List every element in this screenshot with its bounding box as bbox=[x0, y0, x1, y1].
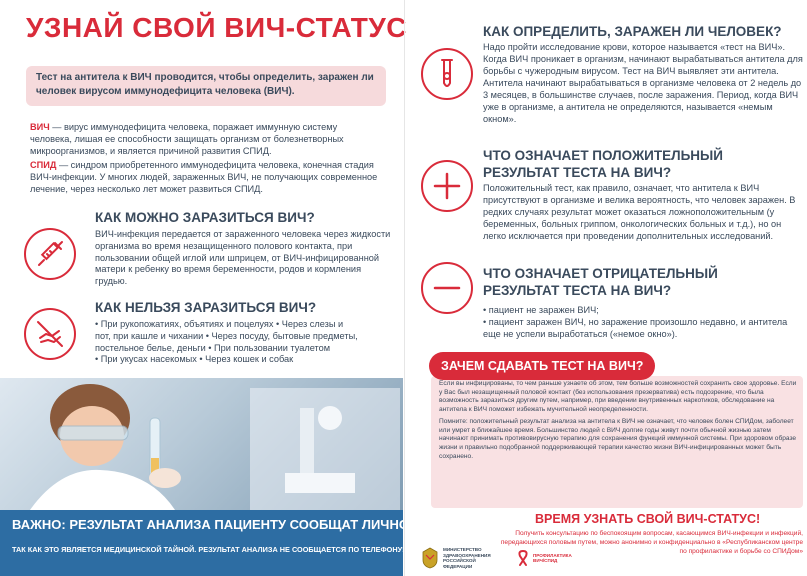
hiv-definition bbox=[30, 122, 380, 158]
test-tube-icon bbox=[421, 48, 473, 100]
aids-term: СПИД bbox=[30, 160, 57, 170]
cannot-line: • При укусах насекомых • Через кошек и собак bbox=[95, 354, 294, 365]
no-contact-icon bbox=[24, 308, 76, 360]
determine-title: КАК ОПРЕДЕЛИТЬ, ЗАРАЖЕН ЛИ ЧЕЛОВЕК? bbox=[483, 24, 782, 39]
negative-line: • пациент заражен ВИЧ, но заражение произошло недавно, и антитела еще не успели выработаться («немое окно»). bbox=[483, 316, 788, 339]
minus-icon bbox=[421, 262, 473, 314]
right-page bbox=[404, 0, 807, 576]
consult-line: Получить консультацию по беспокоящим вопросам, касающимся ВИЧ-инфекции и инфекций, bbox=[515, 530, 803, 537]
why-paragraph: Если вы инфицированы, то чем раньше узнаете об этом, тем больше возможностей сохранить свое здоровье. Если у Вас был незащищенный половой контакт (без использования презерватива) есть подозрение, что была возможность заразиться другим путем, например, при введении внутривенных наркотиков, обследование на антитела к ВИЧ поможет избежать мучительной неопределенности. bbox=[439, 380, 797, 413]
negative-line: • пациент не заражен ВИЧ; bbox=[483, 305, 599, 315]
consult-line: по профилактике и борьбе со СПИДом» bbox=[679, 547, 803, 555]
consult-line: передающихся половым путем, можно анонимно и конфиденциально в «Республиканском центре bbox=[500, 538, 803, 546]
how-infected-title: КАК МОЖНО ЗАРАЗИТЬСЯ ВИЧ? bbox=[95, 210, 315, 225]
positive-text: Положительный тест, как правило, означает, что антитела к ВИЧ присутствуют в организме и велика вероятность, что человек заражен. В редких случаях результат может оказаться ложноположительным (у беременных, больных гриппом, онкологических больных и т.д.), но он легко исключается при проведении дополнительных исследований. bbox=[483, 183, 796, 241]
cannot-infect-title: КАК НЕЛЬЗЯ ЗАРАЗИТЬСЯ ВИЧ? bbox=[95, 300, 317, 315]
aids-definition-text: — синдром приобретенного иммунодефицита человека, конечная стадия ВИЧ-инфекции. У многих людей, зараженных ВИЧ, не получающих современное лечение, через несколько лет может развиться СПИД. bbox=[30, 160, 378, 194]
prevention-logo-line2: ВИЧ/СПИД bbox=[533, 558, 558, 563]
determine-text: Надо пройти исследование крови, которое называется «тест на ВИЧ». Когда ВИЧ проникает в организм, начинают вырабатываться антитела для борьбы с чужеродным вирусом. Тест на ВИЧ выявляет эти антитела. Антитела начинают вырабатываться в организме человека от 2 недель до 3 месяцев, в большинстве случаев, после заражения. Период, когда ВИЧ уже в организме, а антитела не определяются, называется «немым окном». bbox=[483, 42, 803, 124]
banner-title: ВАЖНО: РЕЗУЛЬТАТ АНАЛИЗА ПАЦИЕНТУ СООБЩАТ ЛИЧНО, bbox=[12, 517, 413, 532]
why-test-text bbox=[439, 380, 797, 461]
negative-title bbox=[483, 266, 718, 300]
poster-title: УЗНАЙ СВОЙ ВИЧ-СТАТУС bbox=[26, 12, 408, 43]
important-banner bbox=[0, 510, 413, 576]
positive-title bbox=[483, 148, 723, 182]
why-paragraph: Помните: положительный результат анализа на антитела к ВИЧ не означает, что человек болен СПИДом, заболеет или умрет в ближайшее время. Большинство людей с ВИЧ долгие годы живут почти обычной жизнью затем начинают принимать противовирусную терапию для сохранения функций иммунной системы. При здоровом образе жизни и правильно подобранной поддерживающей терапии качество жизни ВИЧ-инфицированных может быть сохранено. bbox=[439, 418, 797, 460]
negative-list bbox=[483, 305, 803, 341]
cannot-line: • При рукопожатиях, объятиях и поцелуях • Через слезы и bbox=[95, 319, 344, 329]
prevention-logo-line1: ПРОФИЛАКТИКА bbox=[533, 552, 572, 558]
ministry-emblem-icon bbox=[421, 547, 439, 569]
negative-title-line1: ЧТО ОЗНАЧАЕТ ОТРИЦАТЕЛЬНЫЙ bbox=[483, 266, 718, 281]
lab-photo bbox=[0, 378, 403, 510]
cannot-line: пот, при кашле и чихании • Через посуду, бытовые предметы, bbox=[95, 330, 358, 341]
banner-subtitle: ТАК КАК ЭТО ЯВЛЯЕТСЯ МЕДИЦИНСКОЙ ТАЙНОЙ. РЕЗУЛЬТАТ АНАЛИЗА НЕ СООБЩАЕТСЯ ПО ТЕЛЕФОНУ! bbox=[12, 545, 405, 554]
hiv-term: ВИЧ bbox=[30, 122, 50, 132]
cannot-line: постельное белье, деньги • При пользовании туалетом bbox=[95, 342, 331, 353]
time-to-know-title: ВРЕМЯ УЗНАТЬ СВОЙ ВИЧ-СТАТУС! bbox=[535, 512, 761, 526]
how-infected-text: ВИЧ-инфекция передается от зараженного человека через жидкости организма во время незащищенного полового контакта, при пользовании общей иглой или шприцем, от ВИЧ-инфицированной матери к ребенку во время беременности, родов и кормления грудью. bbox=[95, 229, 391, 287]
why-test-title: ЗАЧЕМ СДАВАТЬ ТЕСТ НА ВИЧ? bbox=[429, 352, 655, 380]
syringe-icon bbox=[24, 228, 76, 280]
prevention-logo bbox=[533, 553, 572, 564]
cannot-infect-list bbox=[95, 319, 400, 366]
intro-box: Тест на антитела к ВИЧ проводится, чтобы определить, заражен ли человек вирусом иммунодефицита человека (ВИЧ). bbox=[26, 66, 386, 106]
hiv-definition-text: — вирус иммунодефицита человека, поражает иммунную систему человека, лишая ее способности защищать организм от болезнетворных микроорганизмов, и является причиной развития СПИД. bbox=[30, 122, 344, 156]
aids-definition bbox=[30, 160, 380, 196]
negative-title-line2: РЕЗУЛЬТАТ ТЕСТА НА ВИЧ? bbox=[483, 282, 672, 298]
red-ribbon-icon bbox=[517, 549, 529, 567]
positive-title-line2: РЕЗУЛЬТАТ ТЕСТА НА ВИЧ? bbox=[483, 164, 672, 180]
plus-icon bbox=[421, 160, 473, 212]
positive-title-line1: ЧТО ОЗНАЧАЕТ ПОЛОЖИТЕЛЬНЫЙ bbox=[483, 148, 723, 163]
ministry-logo-text: МИНИСТЕРСТВО ЗДРАВООХРАНЕНИЯ РОССИЙСКОЙ ФЕДЕРАЦИИ bbox=[443, 547, 491, 569]
logos bbox=[421, 545, 572, 571]
